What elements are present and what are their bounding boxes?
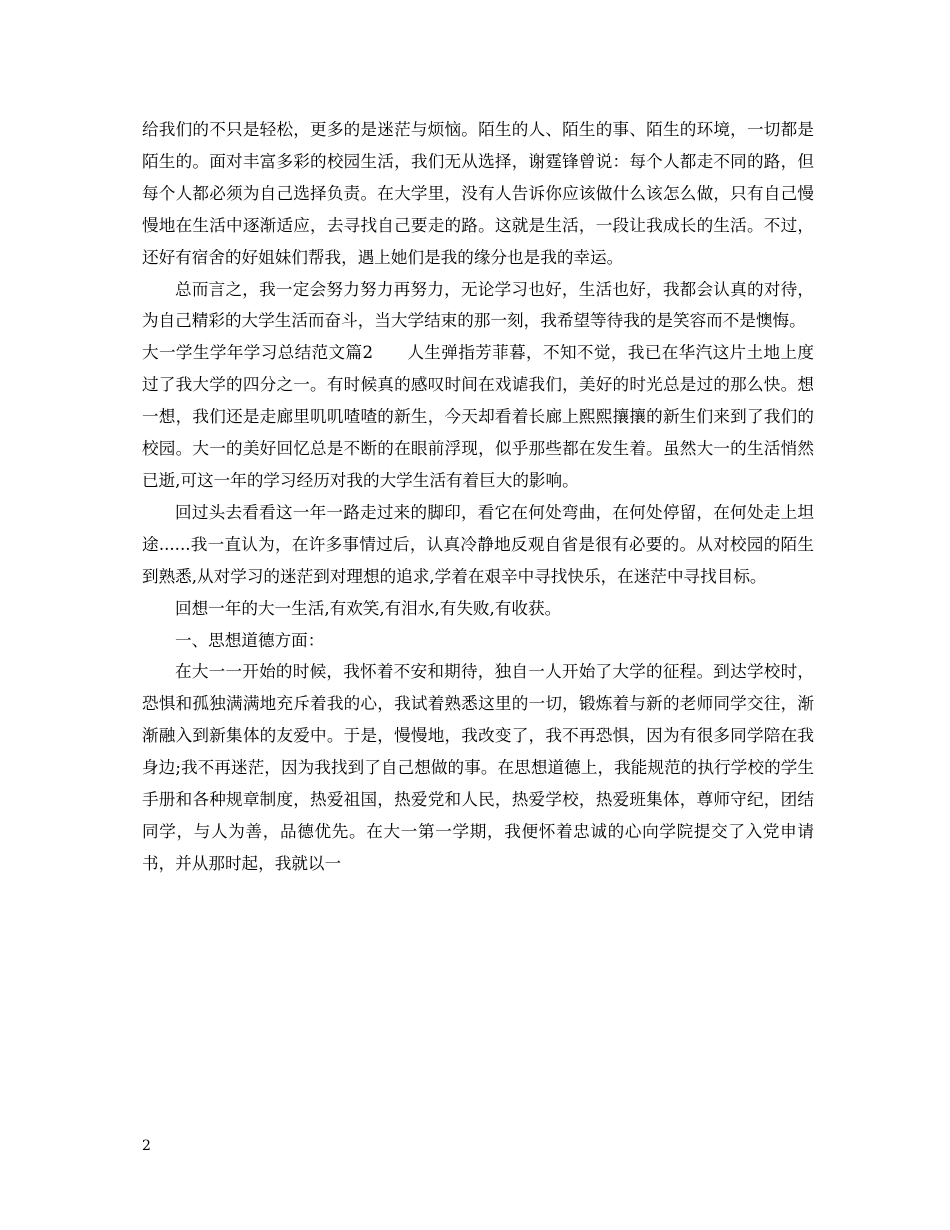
- paragraph-4: 回过头去看看这一年一路走过来的脚印，看它在何处弯曲，在何处停留，在何处走上坦途......我一直认为，在许多事情过后，认真冷静地反观自省是很有必要的。从对校园的陌生到熟悉,从对学习的迷茫到对理想的追求,学着在艰辛中寻找快乐，在迷茫中寻找目标。: [142, 502, 814, 586]
- page-number: 2: [142, 1138, 151, 1154]
- document-body: [142, 114, 814, 880]
- paragraph-3-section-heading: 大一学生学年学习总结范文篇2 人生弹指芳菲暮，不知不觉，我已在华汽这片土地上度过了我大学的四分之一。有时候真的感叹时间在戏谑我们，美好的时光总是过的那么快。想一想，我们还是走廊里叽叽喳喳的新生，今天却看着长廊上熙熙攘攘的新生们来到了我们的校园。大一的美好回忆总是不断的在眼前浮现，似乎那些都在发生着。虽然大一的生活悄然已逝,可这一年的学习经历对我的大学生活有着巨大的影响。: [142, 343, 814, 490]
- paragraph-5: 回想一年的大一生活,有欢笑,有泪水,有失败,有收获。: [175, 598, 562, 618]
- paragraph-2: 总而言之，我一定会努力努力再努力，无论学习也好，生活也好，我都会认真的对待，为自己精彩的大学生活而奋斗，当大学结束的那一刻，我希望等待我的是笑容而不是懊悔。: [142, 279, 814, 331]
- subheading-moral: 一、思想道德方面：: [175, 630, 325, 650]
- paragraph-7: 在大一一开始的时候，我怀着不安和期待，独自一人开始了大学的征程。到达学校时，恐惧和孤独满满地充斥着我的心，我试着熟悉这里的一切，锻炼着与新的老师同学交往，渐渐融入到新集体的友爱中。于是，慢慢地，我改变了，我不再恐惧，因为有很多同学陪在我身边;我不再迷茫，因为我找到了自己想做的事。在思想道德上，我能规范的执行学校的学生手册和各种规章制度，热爱祖国，热爱党和人民，热爱学校，热爱班集体，尊师守纪，团结同学，与人为善，品德优先。在大一第一学期，我便怀着忠诚的心向学院提交了入党申请书，并从那时起，我就以一: [142, 662, 814, 873]
- paragraph-1: 给我们的不只是轻松，更多的是迷茫与烦恼。陌生的人、陌生的事、陌生的环境，一切都是陌生的。面对丰富多彩的校园生活，我们无从选择，谢霆锋曾说：每个人都走不同的路，但每个人都必须为自己选择负责。在大学里，没有人告诉你应该做什么该怎么做，只有自己慢慢地在生活中逐渐适应，去寻找自己要走的路。这就是生活，一段让我成长的生活。不过，还好有宿舍的好姐妹们帮我，遇上她们是我的缘分也是我的幸运。: [142, 120, 814, 267]
